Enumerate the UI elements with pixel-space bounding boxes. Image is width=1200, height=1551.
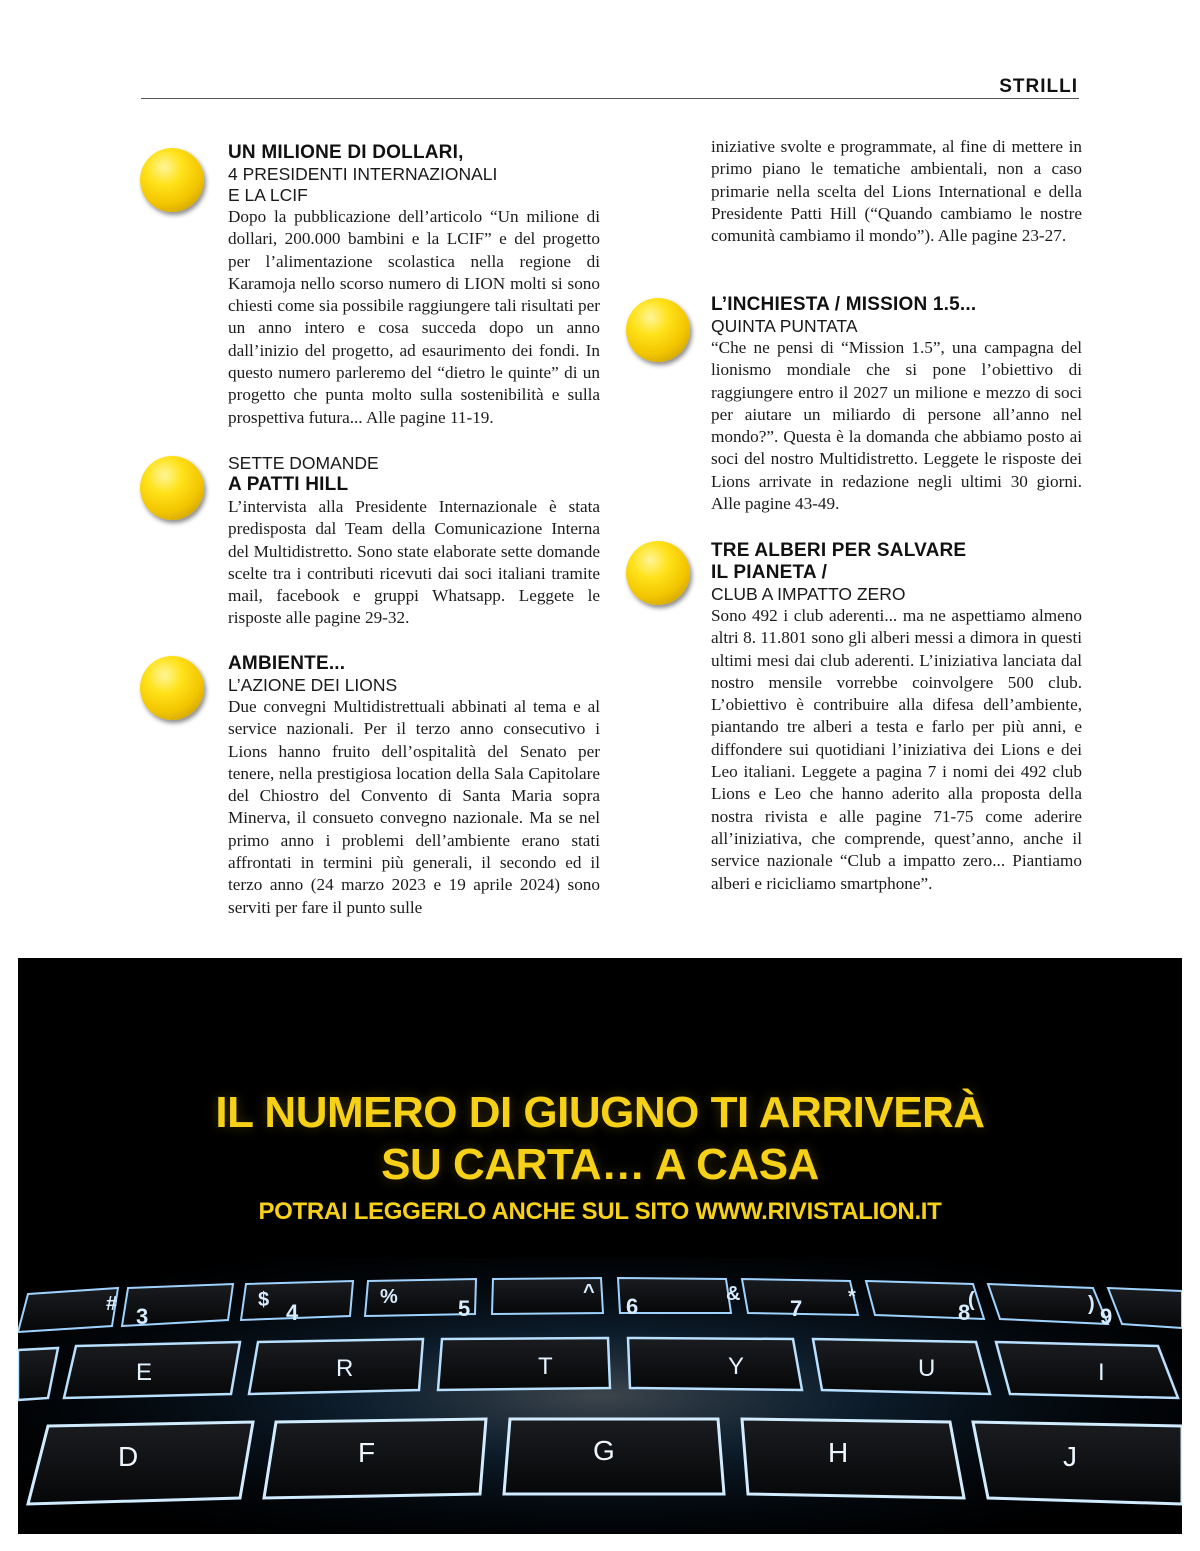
key-label: U (918, 1355, 936, 1382)
bullet-icon (140, 148, 204, 212)
bullet-icon (140, 456, 204, 520)
bullet-icon (626, 298, 690, 362)
key-label: % (380, 1286, 398, 1308)
article-body: Dopo la pubblicazione dell’articolo “Un milione di dollari, 200.000 bambini e la LCIF” e del progetto per l’alimentazione scolastica nella regione di Karamoja nello scorso numero di LION molti si sono chiesti come sia possibile raggiungere tali risultati per un anno intero e cosa succeda dopo un anno dall’inizio del progetto, ad esaurimento dei fondi. In questo numero parleremo del “dietro le quinte” di un progetto che punta molto sulla sostenibilità e sulla prospettiva futura... Alle pagine 11-19. (228, 207, 600, 427)
article-sette-domande (228, 453, 600, 630)
article-ambiente (228, 653, 600, 919)
article-body: “Che ne pensi di “Mission 1.5”, una campagna del lionismo mondiale che si pone l’obiettivo di raggiungere entro il 2027 un milione e mezzo di soci per aiutare un miliardo di persone all’anno nel mondo?”. Questa è la domanda che abbiamo posto ai soci del nostro Multidistretto. Leggete le risposte dei Lions arrivate in redazione negli ultimi 30 giorni. Alle pagine 43-49. (711, 338, 1082, 514)
bullet-icon (140, 656, 204, 720)
article-body: Sono 492 i club aderenti... ma ne aspettiamo almeno altri 8. 11.801 sono gli alberi messi a dimora in questi ultimi mesi dai club aderenti. L’iniziativa lanciata dal nostro mensile vorrebbe coinvolgere 500 club. L’obiettivo è contribuire alla difesa dell’ambiente, piantando tre alberi a testa e farlo per più anni, e diffondere sui quotidiani l’iniziativa dei Lions e dei Leo italiani. Leggete a pagina 7 i nomi dei 492 club Lions e Leo che hanno aderito alla proposta della nostra rivista e alle pagine 71-75 come aderire all’iniziativa, che comprende, quest’anno, anche il service nazionale “Club a impatto zero... Piantiamo alberi e ricicliamo smartphone”. (711, 606, 1082, 893)
article-title-bold: L’INCHIESTA / MISSION 1.5... (711, 294, 977, 315)
key-label: 3 (136, 1304, 149, 1329)
article-subtitle: 4 PRESIDENTI INTERNAZIONALI (228, 164, 498, 184)
article-subtitle: CLUB A IMPATTO ZERO (711, 584, 906, 604)
key-label: ( (968, 1289, 975, 1311)
key-label: F (358, 1437, 376, 1468)
promo-banner (18, 958, 1182, 1534)
key-label: 9 (1100, 1304, 1113, 1329)
key-label: E (136, 1359, 153, 1386)
bullet-icon (626, 541, 690, 605)
article-title-bold: IL PIANETA / (711, 562, 828, 583)
key-label: 4 (286, 1300, 299, 1325)
article-title-bold: A PATTI HILL (228, 474, 349, 495)
section-label: STRILLI (999, 76, 1078, 97)
article-subtitle: L’AZIONE DEI LIONS (228, 675, 398, 695)
key-label: $ (258, 1289, 270, 1311)
banner-headline-line2: SU CARTA… A CASA (381, 1140, 819, 1189)
keyboard-illustration (18, 958, 1182, 1534)
article-title-bold: UN MILIONE DI DOLLARI, (228, 142, 464, 163)
article-ambiente-continuation (711, 136, 1082, 247)
article-un-milione (228, 142, 600, 429)
key-label: G (593, 1435, 615, 1466)
key-label: & (726, 1283, 741, 1305)
key-label: 8 (958, 1300, 971, 1325)
key-label: T (538, 1353, 553, 1380)
article-subtitle: SETTE DOMANDE (228, 453, 379, 473)
article-title-bold: AMBIENTE... (228, 653, 346, 674)
banner-headline-line1: IL NUMERO DI GIUGNO TI ARRIVERÀ (215, 1088, 985, 1137)
top-rule (141, 98, 1079, 99)
key-label: I (1098, 1359, 1105, 1386)
article-tre-alberi (711, 540, 1082, 895)
article-body: Due convegni Multidistrettuali abbinati al tema e al service nazionali. Per il terzo anno consecutivo i Lions hanno fruito dell’ospitalità del Senato per tenere, nella prestigiosa location della Sala Capitolare del Chiostro del Convento di Santa Maria sopra Minerva, il consueto convegno nazionale. Ma se nel primo anno i problemi dell’ambiente erano stati affrontati in termini più generali, il secondo ed il terzo anno (24 marzo 2023 e 19 aprile 2024) sono serviti per fare il punto sulle (228, 697, 600, 917)
key-label: Y (728, 1353, 745, 1380)
article-subtitle: QUINTA PUNTATA (711, 316, 858, 336)
key-label: # (106, 1293, 118, 1315)
key-label: * (848, 1286, 856, 1308)
article-body: iniziative svolte e programmate, al fine di mettere in primo piano le tematiche ambientali, non a caso primarie nella scelta del Lions International e della Presidente Patti Hill (“Quando cambiamo le nostre comunità cambiamo il mondo”). Alle pagine 23-27. (711, 137, 1082, 246)
key-label: R (336, 1355, 354, 1382)
key-label: J (1063, 1441, 1077, 1472)
article-body: L’intervista alla Presidente Internazionale è stata predisposta dal Team della Comunicazione Interna del Multidistretto. Sono state elaborate sette domande scelte tra i contributi ricevuti dai soci italiani tramite mail, facebook e gruppi Whatsapp. Leggete le risposte alle pagine 29-32. (228, 497, 600, 628)
key-label: 7 (790, 1296, 803, 1321)
article-inchiesta (711, 294, 1082, 515)
key-label: ) (1088, 1293, 1095, 1315)
banner-subline: POTRAI LEGGERLO ANCHE SUL SITO WWW.RIVISTALION.IT (258, 1198, 942, 1225)
key-label: ^ (583, 1281, 595, 1303)
article-subtitle: E LA LCIF (228, 185, 308, 205)
key-label: 5 (458, 1296, 471, 1321)
key-label: D (118, 1441, 139, 1472)
article-title-bold: TRE ALBERI PER SALVARE (711, 540, 967, 561)
key-label: 6 (626, 1294, 639, 1319)
key-label: H (828, 1437, 849, 1468)
